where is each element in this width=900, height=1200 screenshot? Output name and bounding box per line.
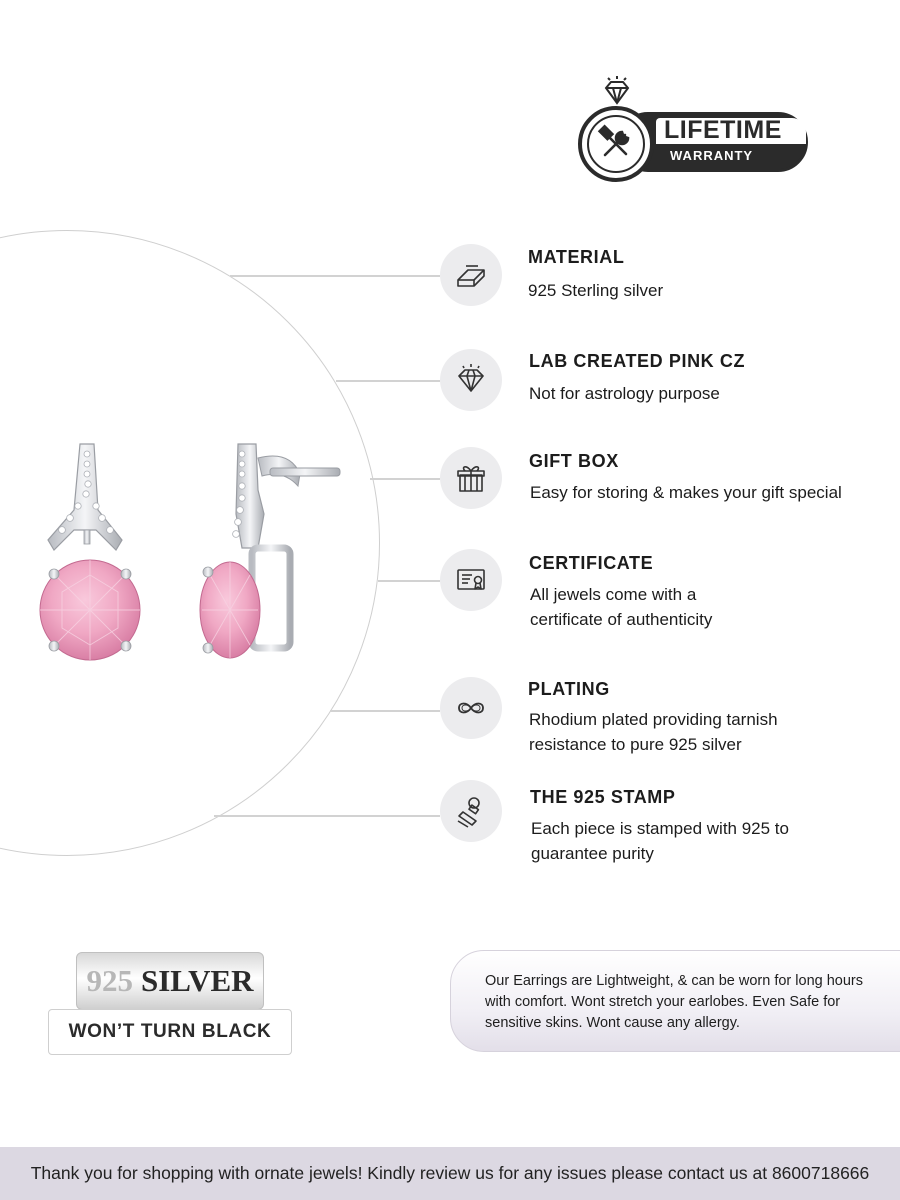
connector-line-certificate — [378, 580, 440, 582]
feature-icon-material — [440, 244, 502, 306]
footer-text: Thank you for shopping with ornate jewels! Kindly review us for any issues please contact us at 8600718666 — [30, 1163, 870, 1183]
feature-title-stamp: THE 925 STAMP — [530, 787, 676, 807]
tools-circle — [578, 106, 654, 182]
silver-bar-icon — [454, 258, 488, 292]
stamp-icon — [454, 794, 488, 828]
lightweight-info-box — [450, 950, 900, 1052]
feature-desc-plating: Rhodium plated providing tarnish resistance to pure 925 silver — [529, 710, 778, 754]
pink-cz-earrings-image — [30, 430, 350, 690]
connector-line-cz — [336, 380, 440, 382]
lifetime-warranty-badge — [578, 76, 810, 184]
right-earring — [200, 444, 340, 658]
feature-desc-stamp: Each piece is stamped with 925 to guarantee purity — [531, 819, 789, 863]
infinity-icon — [454, 691, 488, 725]
connector-line-material — [230, 275, 440, 277]
footer-banner — [0, 1147, 900, 1200]
feature-icon-cz — [440, 349, 502, 411]
certificate-icon — [454, 563, 488, 597]
connector-line-giftbox — [370, 478, 440, 480]
feature-desc-giftbox: Easy for storing & makes your gift special — [530, 483, 842, 502]
wrench-hammer-icon — [596, 124, 636, 164]
silver-badge-word: SILVER — [140, 963, 254, 998]
diamond-icon — [454, 363, 488, 397]
warranty-line2: WARRANTY — [670, 148, 754, 163]
feature-title-cz: LAB CREATED PINK CZ — [529, 351, 746, 371]
gift-box-icon — [454, 461, 488, 495]
feature-title-certificate: CERTIFICATE — [529, 553, 654, 573]
feature-desc-cz: Not for astrology purpose — [529, 384, 720, 403]
feature-icon-giftbox — [440, 447, 502, 509]
feature-title-giftbox: GIFT BOX — [529, 451, 619, 471]
connector-line-stamp — [214, 815, 440, 817]
wont-turn-black-label: WON’T TURN BLACK — [48, 1009, 292, 1055]
925-silver-badge — [76, 952, 264, 1010]
feature-title-plating: PLATING — [528, 679, 610, 699]
feature-title-material: MATERIAL — [528, 247, 625, 267]
feature-desc-certificate: All jewels come with a certificate of authenticity — [530, 585, 713, 629]
feature-desc-material: 925 Sterling silver — [528, 281, 664, 300]
warranty-line1: LIFETIME — [664, 116, 782, 144]
sparkling-diamond-icon — [600, 76, 634, 106]
silver-badge-number: 925 — [86, 963, 133, 998]
left-earring — [40, 444, 140, 660]
feature-icon-stamp — [440, 780, 502, 842]
info-box-text: Our Earrings are Lightweight, & can be worn for long hours with comfort. Wont stretch your earlobes. Even Safe for sensitive skins. Wont cause any allergy. — [485, 973, 864, 1031]
feature-icon-plating — [440, 677, 502, 739]
connector-line-plating — [330, 710, 440, 712]
feature-icon-certificate — [440, 549, 502, 611]
